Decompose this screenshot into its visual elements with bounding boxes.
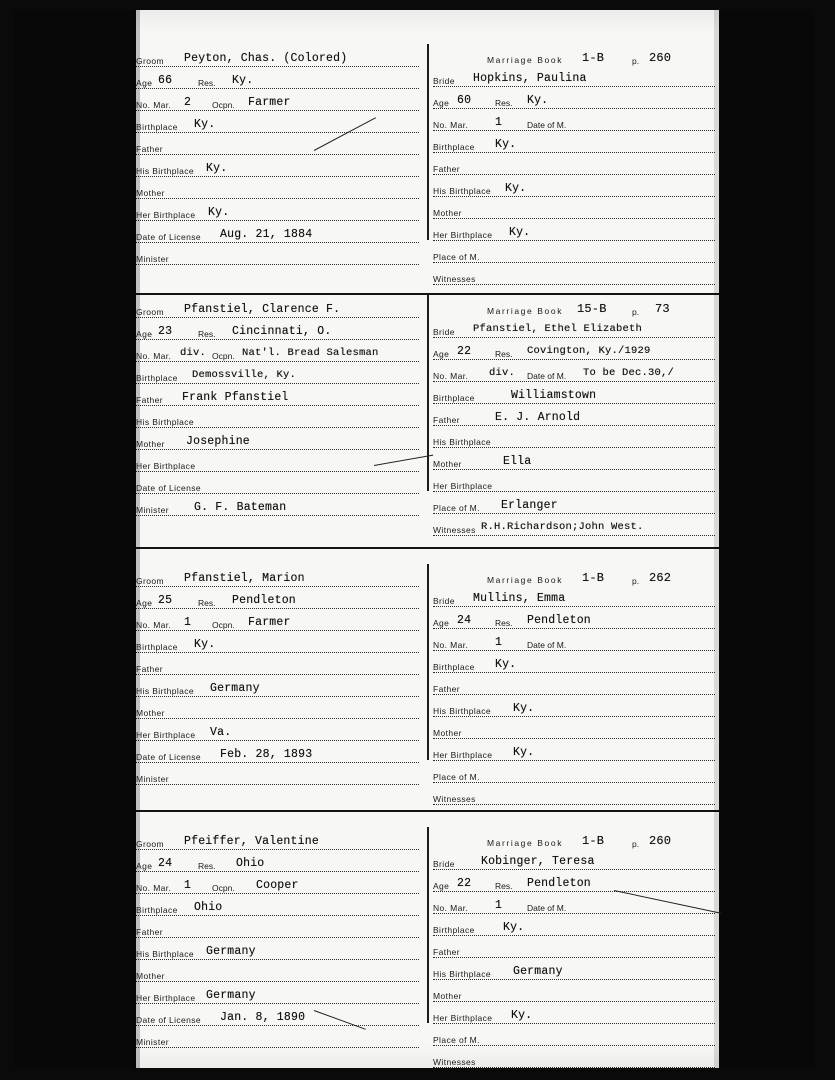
field-his-birthplace [136, 681, 423, 703]
value-groom-birthplace: Ky. [194, 118, 216, 131]
label-his-birthplace: His Birthplace [136, 686, 195, 696]
label-bride: Bride [432, 327, 455, 337]
label-witnesses: Witnesses [432, 794, 476, 804]
field-place-of-m [433, 247, 719, 269]
bride-column [423, 834, 719, 1074]
label-his-birthplace: His Birthplace [432, 437, 492, 447]
field-minister [136, 1032, 423, 1054]
value-bride-no-mar: 1 [494, 636, 503, 649]
field-no-mar [136, 346, 423, 368]
label-her-birthplace: Her Birthplace [136, 210, 196, 220]
field-minister [136, 500, 423, 522]
label-bride: Bride [432, 859, 455, 869]
label-page: p. [631, 56, 640, 66]
scan-shadow-left [14, 10, 136, 1068]
label-ocpn: Ocpn. [212, 100, 235, 110]
field-father [136, 659, 423, 681]
label-res: Res. [494, 618, 513, 628]
label-date-of-m: Date of M. [526, 371, 567, 381]
field-his-birthplace [433, 701, 719, 723]
field-marriage-book [477, 302, 719, 322]
field-her-birthplace [136, 988, 423, 1010]
label-birthplace: Birthplace [432, 925, 475, 935]
field-birthplace [433, 657, 719, 679]
label-res: Res. [198, 78, 216, 88]
label-place-of-m: Place of M. [432, 252, 480, 262]
ledger-sheet [14, 10, 814, 1068]
field-groom [136, 302, 423, 324]
field-birthplace [136, 117, 423, 139]
value-page: 73 [654, 302, 670, 316]
label-res: Res. [494, 98, 513, 108]
value-bride-res: Covington, Ky./1929 [526, 345, 651, 357]
value-groom-res: Pendleton [232, 594, 296, 607]
label-his-birthplace: His Birthplace [136, 166, 195, 176]
value-bride-age: 24 [456, 614, 472, 627]
record-1 [136, 42, 719, 291]
label-birthplace: Birthplace [136, 905, 178, 915]
value-groom-ocpn: Farmer [248, 96, 291, 109]
bride-column [423, 571, 719, 811]
field-witnesses [433, 269, 719, 291]
label-father: Father [432, 164, 460, 174]
label-ocpn: Ocpn. [212, 883, 235, 893]
field-bride [433, 591, 719, 613]
record-3 [136, 547, 719, 811]
label-mother: Mother [136, 439, 165, 449]
value-groom-res: Ohio [236, 857, 265, 870]
value-minister: G. F. Bateman [194, 501, 287, 514]
label-birthplace: Birthplace [432, 393, 475, 403]
label-res: Res. [198, 329, 216, 339]
field-father [433, 410, 719, 432]
label-page: p. [631, 839, 640, 849]
value-groom-her-birthplace: Ky. [208, 206, 230, 219]
value-bride-res: Ky. [526, 94, 549, 107]
field-birthplace [136, 368, 423, 390]
label-groom: Groom [136, 56, 164, 66]
field-witnesses [433, 789, 719, 811]
label-her-birthplace: Her Birthplace [432, 230, 493, 240]
value-book: 1-B [581, 571, 605, 585]
field-father [136, 390, 423, 412]
value-bride-his-birthplace: Germany [512, 965, 563, 978]
field-no-mar [433, 635, 719, 657]
value-groom-birthplace: Ohio [194, 901, 223, 914]
value-groom-no-mar: 2 [184, 96, 192, 109]
label-date-of-license: Date of License [136, 483, 202, 493]
label-marriage-book: Marriage Book [486, 55, 564, 65]
field-age [433, 344, 719, 366]
label-mother: Mother [432, 991, 462, 1001]
bride-column [423, 51, 719, 291]
field-bride [433, 854, 719, 876]
value-groom-his-birthplace: Ky. [206, 162, 228, 175]
value-groom-no-mar: 1 [184, 879, 192, 892]
field-father [433, 159, 719, 181]
field-age [433, 613, 719, 635]
value-bride-birthplace: Ky. [502, 921, 525, 934]
label-minister: Minister [136, 1037, 169, 1047]
label-no-mar: No. Mar. [136, 351, 172, 361]
field-no-mar [433, 898, 719, 920]
field-mother [433, 454, 719, 476]
field-her-birthplace [433, 1008, 719, 1030]
field-birthplace [136, 900, 423, 922]
label-no-mar: No. Mar. [432, 371, 469, 381]
value-bride-age: 22 [456, 877, 472, 890]
value-date-of-m: To be Dec.30,/ [582, 367, 674, 379]
label-age: Age [136, 78, 153, 88]
label-mother: Mother [136, 971, 165, 981]
value-bride-father: E. J. Arnold [494, 411, 581, 424]
value-bride-birthplace: Ky. [494, 138, 517, 151]
field-birthplace [433, 137, 719, 159]
field-father [433, 679, 719, 701]
field-groom [136, 834, 423, 856]
field-date-of-license [136, 747, 423, 769]
label-mother: Mother [432, 208, 462, 218]
label-her-birthplace: Her Birthplace [432, 481, 493, 491]
label-his-birthplace: His Birthplace [136, 417, 195, 427]
value-bride-res: Pendleton [526, 877, 591, 890]
value-page: 260 [648, 51, 672, 65]
field-no-mar [433, 115, 719, 137]
label-place-of-m: Place of M. [432, 772, 480, 782]
field-no-mar [136, 95, 423, 117]
field-age [433, 876, 719, 898]
field-father [136, 139, 423, 161]
field-minister [136, 249, 423, 271]
value-groom-age: 23 [158, 325, 173, 338]
label-father: Father [136, 144, 163, 154]
value-groom-ocpn: Nat'l. Bread Salesman [242, 347, 379, 359]
value-groom-name: Peyton, Chas. (Colored) [184, 52, 348, 65]
label-date-of-license: Date of License [136, 752, 202, 762]
bride-column [423, 302, 719, 542]
label-age: Age [432, 98, 450, 108]
value-bride-name: Mullins, Emma [472, 592, 566, 605]
record-2 [136, 293, 719, 542]
label-mother: Mother [136, 188, 165, 198]
value-bride-age: 60 [456, 94, 472, 107]
value-groom-name: Pfanstiel, Clarence F. [184, 303, 341, 316]
value-groom-birthplace: Demossville, Ky. [192, 369, 297, 381]
label-father: Father [432, 947, 460, 957]
label-res: Res. [198, 598, 216, 608]
field-his-birthplace [136, 944, 423, 966]
label-minister: Minister [136, 254, 169, 264]
label-no-mar: No. Mar. [136, 620, 172, 630]
field-marriage-book [477, 834, 719, 854]
field-her-birthplace [136, 725, 423, 747]
label-minister: Minister [136, 774, 169, 784]
value-groom-ocpn: Farmer [248, 616, 291, 629]
field-her-birthplace [433, 476, 719, 498]
label-marriage-book: Marriage Book [486, 575, 564, 585]
label-his-birthplace: His Birthplace [136, 949, 195, 959]
value-groom-no-mar: div. [180, 347, 207, 359]
label-no-mar: No. Mar. [432, 640, 469, 650]
value-witnesses: R.H.Richardson;John West. [480, 521, 644, 533]
value-bride-age: 22 [456, 345, 472, 358]
label-age: Age [432, 618, 450, 628]
label-father: Father [136, 927, 163, 937]
label-groom: Groom [136, 307, 164, 317]
value-groom-ocpn: Cooper [256, 879, 299, 892]
field-mother [136, 183, 423, 205]
value-bride-birthplace: Ky. [494, 658, 517, 671]
label-her-birthplace: Her Birthplace [136, 730, 196, 740]
label-page: p. [631, 576, 640, 586]
value-book: 1-B [581, 51, 605, 65]
label-groom: Groom [136, 576, 164, 586]
label-age: Age [136, 861, 153, 871]
field-place-of-m [433, 1030, 719, 1052]
value-date-of-license: Jan. 8, 1890 [220, 1011, 306, 1024]
value-groom-res: Cincinnati, O. [232, 325, 332, 338]
label-birthplace: Birthplace [136, 122, 178, 132]
label-page: p. [631, 307, 640, 317]
value-date-of-license: Aug. 21, 1884 [220, 228, 313, 241]
label-marriage-book: Marriage Book [486, 838, 564, 848]
value-date-of-license: Feb. 28, 1893 [220, 748, 313, 761]
label-witnesses: Witnesses [432, 274, 476, 284]
label-mother: Mother [432, 728, 462, 738]
label-mother: Mother [136, 708, 165, 718]
field-birthplace [433, 388, 719, 410]
label-birthplace: Birthplace [432, 142, 475, 152]
label-her-birthplace: Her Birthplace [136, 993, 196, 1003]
value-groom-her-birthplace: Va. [210, 726, 232, 739]
value-place-of-m: Erlanger [500, 499, 558, 512]
value-bride-his-birthplace: Ky. [512, 702, 535, 715]
value-bride-res: Pendleton [526, 614, 591, 627]
field-mother [136, 966, 423, 988]
label-date-of-license: Date of License [136, 1015, 202, 1025]
label-res: Res. [494, 349, 513, 359]
field-witnesses [433, 1052, 719, 1074]
label-bride: Bride [432, 596, 455, 606]
field-witnesses [433, 520, 719, 542]
field-mother [433, 723, 719, 745]
label-no-mar: No. Mar. [432, 120, 469, 130]
label-his-birthplace: His Birthplace [432, 706, 492, 716]
label-age: Age [136, 329, 153, 339]
field-groom [136, 571, 423, 593]
value-groom-name: Pfanstiel, Marion [184, 572, 305, 585]
label-her-birthplace: Her Birthplace [136, 461, 196, 471]
field-marriage-book [477, 51, 719, 71]
value-groom-res: Ky. [232, 74, 254, 87]
label-her-birthplace: Her Birthplace [432, 1013, 493, 1023]
label-no-mar: No. Mar. [136, 883, 172, 893]
value-book: 15-B [576, 302, 607, 316]
field-bride [433, 322, 719, 344]
field-no-mar [136, 615, 423, 637]
field-age [136, 324, 423, 346]
field-bride [433, 71, 719, 93]
field-marriage-book [477, 571, 719, 591]
field-date-of-license [136, 1010, 423, 1032]
field-place-of-m [433, 498, 719, 520]
field-father [433, 942, 719, 964]
label-minister: Minister [136, 505, 169, 515]
field-mother [136, 434, 423, 456]
value-page: 260 [648, 834, 672, 848]
label-ocpn: Ocpn. [212, 620, 235, 630]
field-age [433, 93, 719, 115]
value-groom-his-birthplace: Germany [210, 682, 260, 695]
value-page: 262 [648, 571, 672, 585]
label-mother: Mother [432, 459, 462, 469]
label-place-of-m: Place of M. [432, 503, 480, 513]
field-his-birthplace [433, 181, 719, 203]
value-groom-mother: Josephine [186, 435, 250, 448]
label-date-of-m: Date of M. [526, 640, 567, 650]
field-his-birthplace [433, 432, 719, 454]
field-mother [433, 203, 719, 225]
field-birthplace [433, 920, 719, 942]
value-bride-birthplace: Williamstown [510, 389, 597, 402]
field-her-birthplace [433, 225, 719, 247]
label-birthplace: Birthplace [136, 373, 178, 383]
value-groom-birthplace: Ky. [194, 638, 216, 651]
field-no-mar [433, 366, 719, 388]
label-his-birthplace: His Birthplace [432, 186, 492, 196]
label-place-of-m: Place of M. [432, 1035, 480, 1045]
label-res: Res. [198, 861, 216, 871]
label-res: Res. [494, 881, 513, 891]
label-date-of-m: Date of M. [526, 903, 567, 913]
value-groom-father: Frank Pfanstiel [182, 391, 289, 404]
value-bride-his-birthplace: Ky. [504, 182, 527, 195]
field-birthplace [136, 637, 423, 659]
label-birthplace: Birthplace [136, 642, 178, 652]
label-marriage-book: Marriage Book [486, 306, 564, 316]
label-birthplace: Birthplace [432, 662, 475, 672]
label-his-birthplace: His Birthplace [432, 969, 492, 979]
value-groom-age: 24 [158, 857, 173, 870]
field-age [136, 593, 423, 615]
label-witnesses: Witnesses [432, 1057, 476, 1067]
value-groom-age: 66 [158, 74, 173, 87]
value-bride-her-birthplace: Ky. [510, 1009, 533, 1022]
label-father: Father [432, 415, 460, 425]
field-his-birthplace [433, 964, 719, 986]
value-bride-name: Hopkins, Paulina [472, 72, 587, 85]
label-groom: Groom [136, 839, 164, 849]
field-place-of-m [433, 767, 719, 789]
label-witnesses: Witnesses [432, 525, 476, 535]
field-her-birthplace [136, 456, 423, 478]
field-age [136, 856, 423, 878]
label-her-birthplace: Her Birthplace [432, 750, 493, 760]
label-no-mar: No. Mar. [136, 100, 172, 110]
label-age: Age [432, 349, 450, 359]
field-no-mar [136, 878, 423, 900]
field-mother [433, 986, 719, 1008]
value-bride-name: Pfanstiel, Ethel Elizabeth [472, 323, 643, 335]
label-bride: Bride [432, 76, 455, 86]
value-groom-name: Pfeiffer, Valentine [184, 835, 319, 848]
field-minister [136, 769, 423, 791]
groom-column [136, 834, 423, 1074]
value-bride-mother: Ella [502, 455, 532, 468]
value-groom-no-mar: 1 [184, 616, 192, 629]
label-age: Age [432, 881, 450, 891]
label-date-of-license: Date of License [136, 232, 202, 242]
value-groom-his-birthplace: Germany [206, 945, 256, 958]
field-her-birthplace [433, 745, 719, 767]
field-age [136, 73, 423, 95]
field-mother [136, 703, 423, 725]
label-father: Father [136, 664, 163, 674]
field-date-of-license [136, 478, 423, 500]
value-bride-no-mar: div. [488, 367, 515, 379]
groom-column [136, 571, 423, 811]
field-his-birthplace [136, 161, 423, 183]
label-age: Age [136, 598, 153, 608]
value-groom-her-birthplace: Germany [206, 989, 256, 1002]
value-bride-name: Kobinger, Teresa [480, 855, 595, 868]
label-date-of-m: Date of M. [526, 120, 567, 130]
value-groom-age: 25 [158, 594, 173, 607]
value-bride-her-birthplace: Ky. [508, 226, 531, 239]
field-date-of-license [136, 227, 423, 249]
groom-column [136, 51, 423, 291]
field-her-birthplace [136, 205, 423, 227]
value-bride-her-birthplace: Ky. [512, 746, 535, 759]
field-groom [136, 51, 423, 73]
value-bride-no-mar: 1 [494, 899, 503, 912]
label-no-mar: No. Mar. [432, 903, 469, 913]
field-father [136, 922, 423, 944]
value-bride-no-mar: 1 [494, 116, 503, 129]
record-4 [136, 810, 719, 1074]
value-book: 1-B [581, 834, 605, 848]
scan-shadow-right [719, 10, 814, 1068]
field-his-birthplace [136, 412, 423, 434]
label-father: Father [432, 684, 460, 694]
label-ocpn: Ocpn. [212, 351, 235, 361]
groom-column [136, 302, 423, 542]
label-father: Father [136, 395, 163, 405]
